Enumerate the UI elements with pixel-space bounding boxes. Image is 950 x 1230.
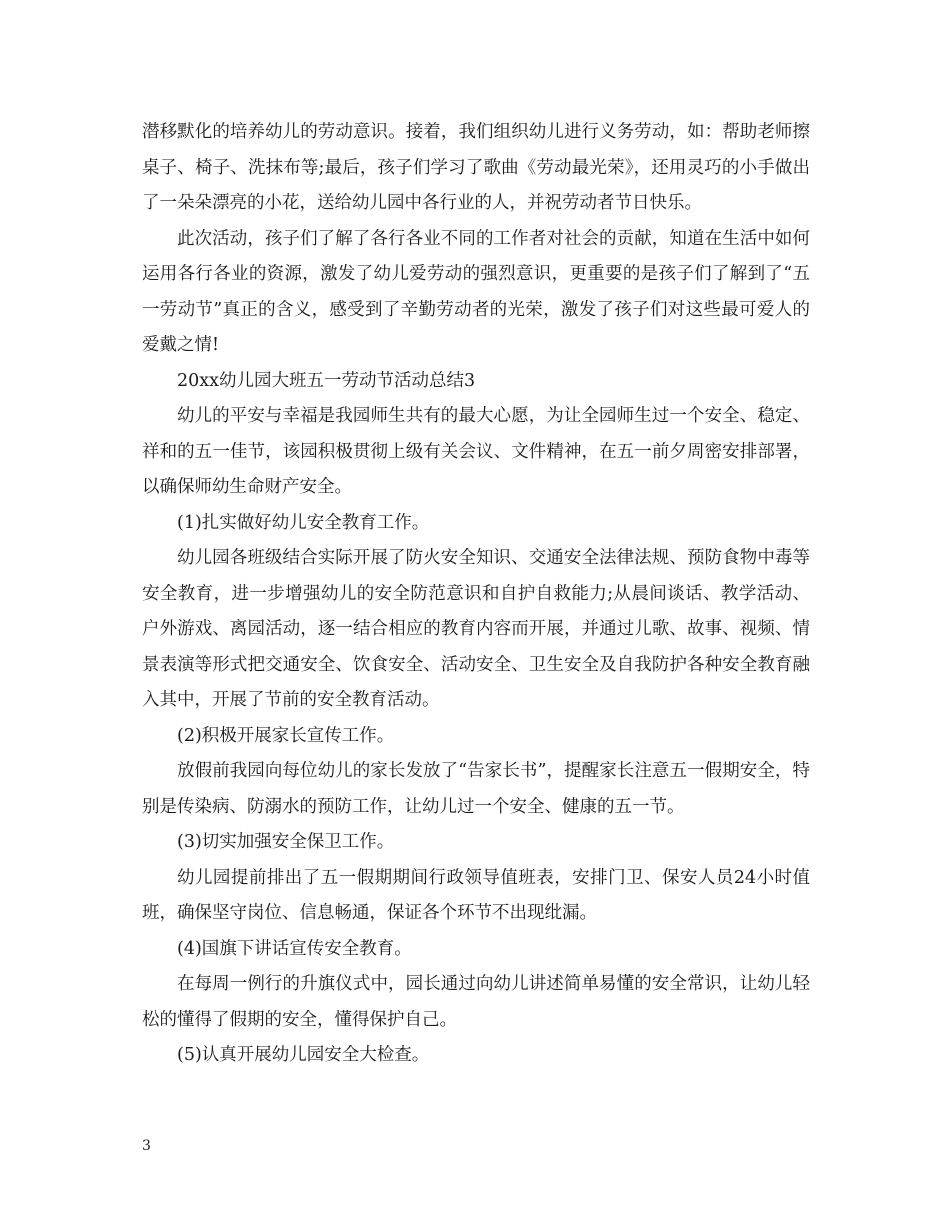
list-item-heading-3: (3)切实加强安全保卫工作。 xyxy=(177,832,395,852)
paragraph-security-duty: 幼儿园提前排出了五一假期期间行政领导值班表，安排门卫、保安人员24小时值班，确保坚守岗位、信息畅通，保证各个环节不出现纰漏。 xyxy=(142,867,810,923)
paragraph-flag-ceremony: 在每周一例行的升旗仪式中，园长通过向幼儿讲述简单易懂的安全常识，让幼儿轻松的懂得了假期的安全，懂得保护自己。 xyxy=(142,974,810,1030)
paragraph-continued: 潜移默化的培养幼儿的劳动意识。接着，我们组织幼儿进行义务劳动，如：帮助老师擦桌子、椅子、洗抹布等;最后，孩子们学习了歌曲《劳动最光荣》，还用灵巧的小手做出了一朵朵漂亮的小花，送给幼儿园中各行业的人，并祝劳动者节日快乐。 xyxy=(142,122,810,213)
list-item-heading-2: (2)积极开展家长宣传工作。 xyxy=(177,725,395,746)
list-item-heading-1: (1)扎实做好幼儿安全教育工作。 xyxy=(177,512,430,533)
paragraph-intro: 幼儿的平安与幸福是我园师生共有的最大心愿，为让全园师生过一个安全、稳定、祥和的五一佳节，该园积极贯彻上级有关会议、文件精神，在五一前夕周密安排部署，以确保师幼生命财产安全。 xyxy=(142,406,810,497)
section-heading: 20xx幼儿园大班五一劳动节活动总结3 xyxy=(177,370,476,391)
paragraph-parent-notice: 放假前我园向每位幼儿的家长发放了“告家长书”，提醒家长注意五一假期安全，特别是传染病、防溺水的预防工作，让幼儿过一个安全、健康的五一节。 xyxy=(142,761,810,817)
paragraph-safety-education: 幼儿园各班级结合实际开展了防火安全知识、交通安全法律法规、预防食物中毒等安全教育，进一步增强幼儿的安全防范意识和自护自救能力;从晨间谈话、教学活动、户外游戏、离园活动，逐一结合相应的教育内容而开展，并通过儿歌、故事、视频、情景表演等形式把交通安全、饮食安全、活动安全、卫生安全及自我防护各种安全教育融入其中，开展了节前的安全教育活动。 xyxy=(142,548,810,710)
document-body xyxy=(142,115,810,1074)
list-item-heading-5: (5)认真开展幼儿园安全大检查。 xyxy=(177,1045,430,1065)
list-item-heading-4: (4)国旗下讲话宣传安全教育。 xyxy=(177,938,412,959)
paragraph-activity-summary: 此次活动，孩子们了解了各行各业不同的工作者对社会的贡献，知道在生活中如何运用各行各业的资源，激发了幼儿爱劳动的强烈意识，更重要的是孩子们了解到了“五一劳动节”真正的含义，感受到了辛勤劳动者的光荣，激发了孩子们对这些最可爱人的爱戴之情! xyxy=(142,228,810,355)
page-number: 3 xyxy=(142,1138,151,1154)
